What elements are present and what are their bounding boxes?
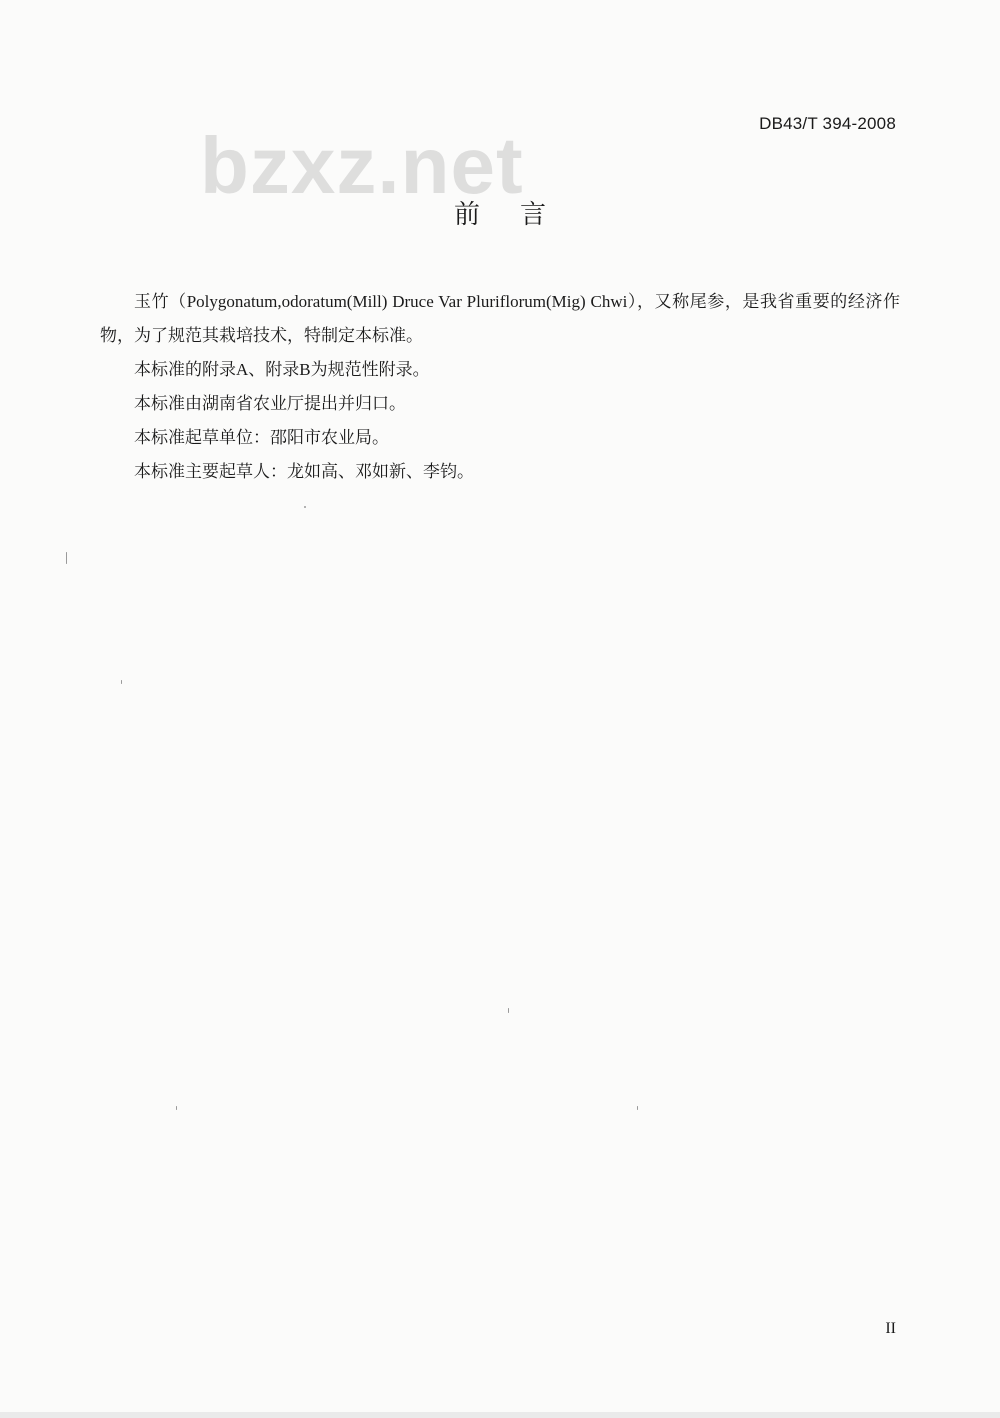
paragraph-drafting-unit: 本标准起草单位：邵阳市农业局。 xyxy=(134,428,389,447)
scan-speck xyxy=(66,552,67,564)
page-number: II xyxy=(885,1320,896,1337)
page-title: 前言 xyxy=(453,200,586,230)
scan-speck xyxy=(121,680,122,684)
standard-code: DB43/T 394-2008 xyxy=(759,114,896,133)
paragraph-intro: 玉竹（Polygonatum,odoratum(Mill) Druce Var Pluriflorum(Mig) Chwi），又称尾参，是我省重要的经济作物，为了规范其栽培技术，特制定本标准。 xyxy=(100,292,900,345)
paragraph-drafters: 本标准主要起草人：龙如高、邓如新、李钧。 xyxy=(134,462,474,481)
scan-speck xyxy=(637,1106,638,1110)
watermark-logo: bzxz.net xyxy=(200,121,524,210)
scan-speck xyxy=(176,1106,177,1110)
scan-speck xyxy=(508,1008,509,1013)
foreword-body xyxy=(100,285,900,489)
paragraph-proposer: 本标准由湖南省农业厅提出并归口。 xyxy=(134,394,406,413)
scan-speck xyxy=(304,506,306,508)
paragraph-appendix: 本标准的附录A、附录B为规范性附录。 xyxy=(134,360,430,379)
page-bottom-edge xyxy=(0,1412,1000,1418)
